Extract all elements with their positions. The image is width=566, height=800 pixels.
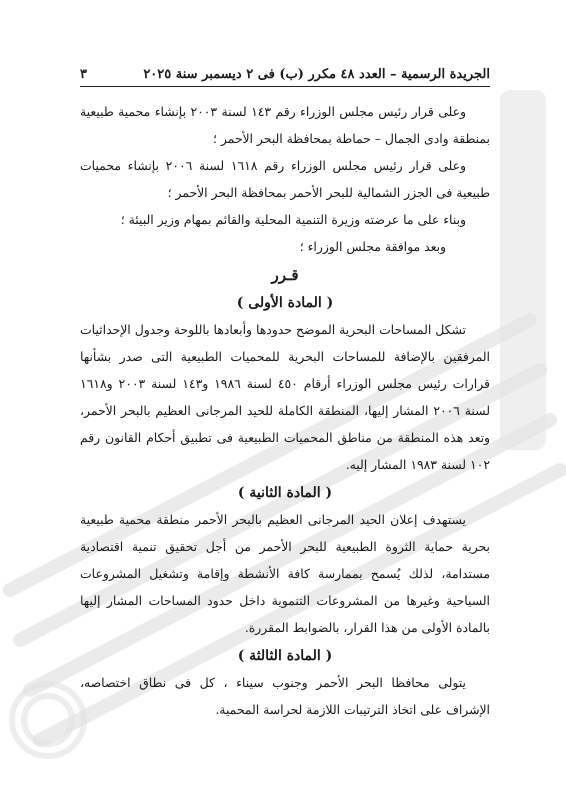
- document-body: [80, 98, 490, 723]
- header-divider: [80, 86, 490, 87]
- article-text: يستهدف إعلان الحيد المرجانى العظيم بالبحر الأحمر منطقة محمية طبيعية بحرية حماية الثروة الطبيعية للبحر الأحمر من أجل تحقيق تنمية اقتصادية مستدامة، لذلك يُسمح بممارسة كافة الأنشطة وإقامة وتشغيل المشروعات السياحية وغيرها من المشروعات التنموية داخل حدود المساحات المشار إليها بالمادة الأولى من هذا القرار، بالضوابط المقررة.: [80, 512, 490, 635]
- preamble-paragraph: وبناء على ما عرضته وزيرة التنمية المحلية والقائم بمهام وزير البيئة ؛: [120, 212, 466, 227]
- article-text: تشكل المساحات البحرية الموضح حدودها وأبعادها باللوحة وجدول الإحداثيات المرفقين بالإضافة للمساحات البحرية للمحميات الطبيعية التى صدر بشأنها قرارات رئيس مجلس الوزراء أرقام ٤٥٠ لسنة ١٩٨٦ و١٤٣ لسنة ٢٠٠٣ و١٦١٨ لسنة ٢٠٠٦ المشار إليها، المنطقة الكاملة للحيد المرجانى العظيم بالبحر الأحمر، وتعد هذه المنطقة من مناطق المحميات الطبيعية فى تطبيق أحكام القانون رقم ١٠٢ لسنة ١٩٨٣ المشار إليه.: [80, 322, 490, 472]
- page-header: [80, 60, 490, 82]
- header-title: الجريدة الرسمية – العدد ٤٨ مكرر (ب) فى ٢ ديسمبر سنة ٢٠٢٥: [143, 67, 490, 82]
- article-title: ( المادة الأولى ): [236, 295, 334, 311]
- decision-heading: قـرر: [271, 266, 299, 284]
- preamble-paragraph: وعلى قرار رئيس مجلس الوزراء رقم ١٤٣ لسنة ٢٠٠٣ بإنشاء محمية طبيعية بمنطقة وادى الجمال – حماطة بمحافظة البحر الأحمر ؛: [80, 104, 490, 146]
- article-title: ( المادة الثالثة ): [237, 648, 333, 664]
- article-title: ( المادة الثانية ): [237, 485, 333, 501]
- article-text: يتولى محافظا البحر الأحمر وجنوب سيناء ، كل فى نطاق اختصاصه، الإشراف على اتخاذ الترتيبات اللازمة لحراسة المحمية.: [80, 675, 490, 717]
- preamble-paragraph: وعلى قرار رئيس مجلس الوزراء رقم ١٦١٨ لسنة ٢٠٠٦ بإنشاء محميات طبيعية فى الجزر الشمالية للبحر الأحمر بمحافظة البحر الأحمر ؛: [80, 158, 490, 200]
- preamble-paragraph: وبعد موافقة مجلس الوزراء ؛: [299, 239, 446, 254]
- page-number: ٣: [80, 67, 87, 82]
